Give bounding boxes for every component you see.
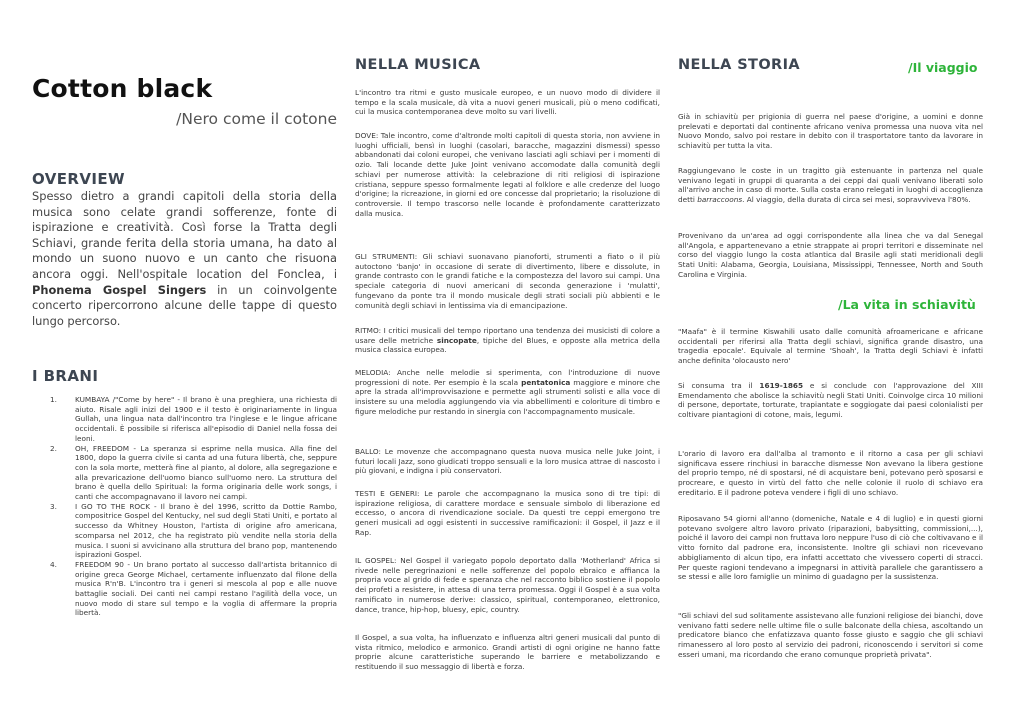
song-list [32, 395, 337, 618]
group-name: Phonema Gospel Singers [32, 282, 207, 297]
vita-p3: L'orario di lavoro era dall'alba al tramonto e il ritorno a casa per gli schiavi significava essere rinchiusi in baracche dismesse Non avevano la libera gestione del proprio tempo, né di spostarsi, né di acquistare beni, potevano però sposarsi e procreare, e questo in virtù del fatto che nelle colonie il ruolo di schiavo era ereditario. E il padrone poteva vendere i figli di uno schiavo. [678, 449, 983, 497]
list-item: 2. OH, FREEDOM - La speranza si esprime nella musica. Alla fine del 1800, dopo la guerra civile si canta ad una futura libertà, che, seppure con la sola morte, metterà fine al pianto, al dolore, alla segregazione e alla prevaricazione dell'uomo bianco sull'uomo nero. La struttura del brano è quella dello Spiritual: la forma originaria delle work songs, i canti che accompagnavano il lavoro nei campi. [50, 443, 337, 502]
list-item: 1. KUMBAYA /"Come by here" - Il brano è una preghiera, una richiesta di aiuto. Risale agli inizi del 1900 e il testo è originariamente in lingua Gullah, una lingua nata dall'incontro tra l'inglese e le lingue africane occidentali. È possibile si riferisca all'episodio di Daniel nella fossa dei leoni. [50, 395, 337, 443]
viaggio-p2: Raggiungevano le coste in un tragitto già estenuante in partenza nel quale venivano legati in gruppi di quaranta a dei ceppi dai quali venivano liberati solo all'arrivo anche in caso di morte. Sulla costa erano relegati in luoghi di accoglienza detti barraccoons. Al viaggio, della durata di circa sei mesi, sopravviveva l'80%. [678, 166, 983, 205]
column-history [678, 0, 983, 712]
list-item: 4. FREEDOM 90 - Un brano portato al successo dall'artista britannico di origine greca George Michael, certamente influenzato dal filone della musica R'n'B. L'incontro tra i generi si mescola al pop e alle nuove battaglie sociali. Dei canti nei campi restano l'agilità della voce, un nuovo modo di stare sul tempo e la voglia di affermare la propria libertà. [50, 559, 337, 618]
column-music [355, 0, 660, 712]
vita-p5: "Gli schiavi del sud solitamente assistevano alle funzioni religiose dei bianchi, dove venivano fatti sedere nelle ultime file o sulle balconate della chiesa, ascoltando un predicatore bianco che enfatizzava quanto fosse giusto e saggio che gli schiavi rimanessero al loro posto al servizio dei padroni, riconoscendo i servitori si come esseri umani, ma ricordando che erano comunque proprietà privata". [678, 611, 983, 659]
music-gospel: IL GOSPEL: Nel Gospel il variegato popolo deportato dalla 'Motherland' Africa si rivede nelle peregrinazioni e nelle sofferenze del popolo ebraico e affianca la propria voce al grido di fede e speranza che nel racconto biblico sostiene il popolo dei profeti a resistere, in attesa di una terra promessa. Oggi il Gospel è a sua volta ramificato in numerose derive: classico, spiritual, contemporaneo, elettronico, dance, trance, hip-hop, bluesy, epic, country. [355, 556, 660, 614]
music-melodia: MELODIA: Anche nelle melodie si sperimenta, con l'introduzione di nuove progressioni di note. Per esempio è la scala pentatonica maggiore e minore che apre la strada all'improvvisazione e permette agli strumenti solisti e alla voce di insistere su una melodia aggiungendo via via abbellimenti e coloriture di timbro e figure melodiche pur restando in sinergia con l'accompagnamento musicale. [355, 368, 660, 416]
page-subtitle: /Nero come il cotone [176, 110, 337, 128]
vita-p1: "Maafa" è il termine Kiswahili usato dalle comunità afroamericane e africane occidentali per riferirsi alla Tratta degli schiavi, significa grande disastro, una tragedia epocale'. Equivale al termine 'Shoah', la Tratta degli Schiavi è infatti anche definita 'olocausto nero' [678, 327, 983, 366]
overview-heading: OVERVIEW [32, 170, 125, 188]
overview-text: Spesso dietro a grandi capitoli della storia della musica sono celate grandi sofferenze, fonte di ispirazione e creatività. Così forse la Tratta degli Schiavi, grande ferita della storia umana, ha dato al mondo un suono nuovo e un canto che risuona ancora oggi. Nell'ospitale location del Fonclea, i Phonema Gospel Singers in un coinvolgente concerto ripercorrono alcune delle tappe di questo lungo percorso. [32, 189, 338, 328]
list-item: 3. I GO TO THE ROCK - Il brano è del 1996, scritto da Dottie Rambo, compositrice Gospel del Kentucky, nel sud degli Stati Uniti, e portato al successo da Whitney Houston, l'artista di origine afro americana, scomparsa nel 2012, che ha registrato più vendite nella storia della musica. I suoni si avvicinano alla struttura del brano pop, mantenendo ispirazioni Gospel. [50, 501, 337, 560]
subheading-viaggio: /Il viaggio [908, 60, 978, 75]
music-dove: DOVE: Tale incontro, come d'altronde molti capitoli di questa storia, non avviene in luoghi ufficiali, bensì in luoghi (casolari, baracche, magazzini dismessi) spesso abbandonati dai coloni europei, che venivano lasciati agli schiavi per i momenti di ozio. Tali locande dette Juke Joint venivano accomodate dalla comunità degli schiavi per numerose attività: la celebrazione di riti religiosi di ispirazione cristiana, seppure spesso formalmente legati al folklore e alle credenze del luogo d'origine; la ricreazione, in giorni ed ore concesse dal proprietario; la risoluzione di controversie. Il tempo trascorso nelle locande è profondamente caratterizzato dalla musica. [355, 131, 660, 218]
music-strumenti: GLI STRUMENTI: Gli schiavi suonavano pianoforti, strumenti a fiato o il più autoctono 'banjo' in occasione di serate di divertimento, libere e dissolute, in grande contrasto con le grandi fatiche e la compostezza del lavoro sui campi. Una speciale categoria di nuovi americani di seconda generazione i 'mulatti', fungevano da ponte tra il mondo musicale degli strati sociali più abbienti e le comunità degli schiavi in lentissima via di emancipazione. [355, 252, 660, 310]
column-intro [32, 0, 337, 712]
music-influence: Il Gospel, a sua volta, ha influenzato e influenza altri generi musicali dal punto di vista ritmico, melodico e armonico. Grandi artisti di ogni origine ne hanno fatte proprie alcune caratteristiche superando le barriere e metabolizzando e restituendo il suo messaggio di libertà e forza. [355, 633, 660, 672]
subheading-vita: /La vita in schiavitù [838, 297, 976, 312]
music-ballo: BALLO: Le movenze che accompagnano questa nuova musica nelle Juke Joint, i futuri locali Jazz, sono giudicati troppo sensuali e la loro musica attrae di nascosto i più giovani, e indigna i più conservatori. [355, 447, 660, 476]
page-title: Cotton black [32, 74, 213, 103]
viaggio-p1: Già in schiavitù per prigionia di guerra nel paese d'origine, a uomini e donne prelevati e deportati dal continente africano veniva promessa una nuova vita nel Nuovo Mondo, salvo poi restare in debito con il trasportatore tanto da lavorare in schiavitù per tutta la vita. [678, 112, 983, 151]
music-intro: L'incontro tra ritmi e gusto musicale europeo, e un nuovo modo di dividere il tempo e la scala musicale, dà vita a nuovi generi musicali, più o meno codificati, cui la musica contemporanea deve molto su vari livelli. [355, 88, 660, 117]
brani-heading: I BRANI [32, 367, 99, 385]
vita-p4: Riposavano 54 giorni all'anno (domeniche, Natale e 4 di luglio) e in questi giorni potevano svolgere altro lavoro privato (riparazioni, babysitting, commissioni,...), poiché il lavoro dei campi non fruttava loro neppure l'uso di ciò che coltivavano e il vitto fornito dal padrone era, inconsistente. Inoltre gli schiavi non ricevevano abbigliamento di alcun tipo, era infatti accettato che vivessero coperti di stracci. Per queste ragioni tendevano a impegnarsi in attività parallele che garantissero a se stessi e alle loro famiglie un minimo di guadagno per la sussistenza. [678, 514, 983, 582]
music-ritmo: RITMO: I critici musicali del tempo riportano una tendenza dei musicisti di colore a usare delle metriche sincopate, tipiche del Blues, e opposte alla metrica della musica classica europea. [355, 326, 660, 355]
viaggio-p3: Provenivano da un'area ad oggi corrispondente alla linea che va dal Senegal all'Angola, e appartenevano a etnie strappate ai propri territori e disseminate nel corso del viaggio lungo la costa atlantica dal Brasile agli stati meridionali degli Stati Uniti: Alabama, Georgia, Louisiana, Mississippi, Tennessee, North and South Carolina e Virginia. [678, 231, 983, 279]
music-heading: NELLA MUSICA [355, 57, 481, 73]
history-heading: NELLA STORIA [678, 57, 801, 73]
vita-p2: Si consuma tra il 1619-1865 e si conclude con l'approvazione del XIII Emendamento che abolisce la schiavitù negli Stati Uniti. Coinvolge circa 10 milioni di persone, deportate, torturate, trapiantate e soggiogate dai paesi colonialisti per coltivare piantagioni di cotone, mais, legumi. [678, 381, 983, 420]
music-testi: TESTI E GENERI: Le parole che accompagnano la musica sono di tre tipi: di ispirazione religiosa, di carattere mordace e sensuale simbolo di liberazione ed eccesso, o ancora di rivendicazione sociale. Da questi tre ceppi emergono tre generi musicali ad oggi esistenti in successive ramificazioni: il Gospel, il Jazz e il Rap. [355, 489, 660, 537]
